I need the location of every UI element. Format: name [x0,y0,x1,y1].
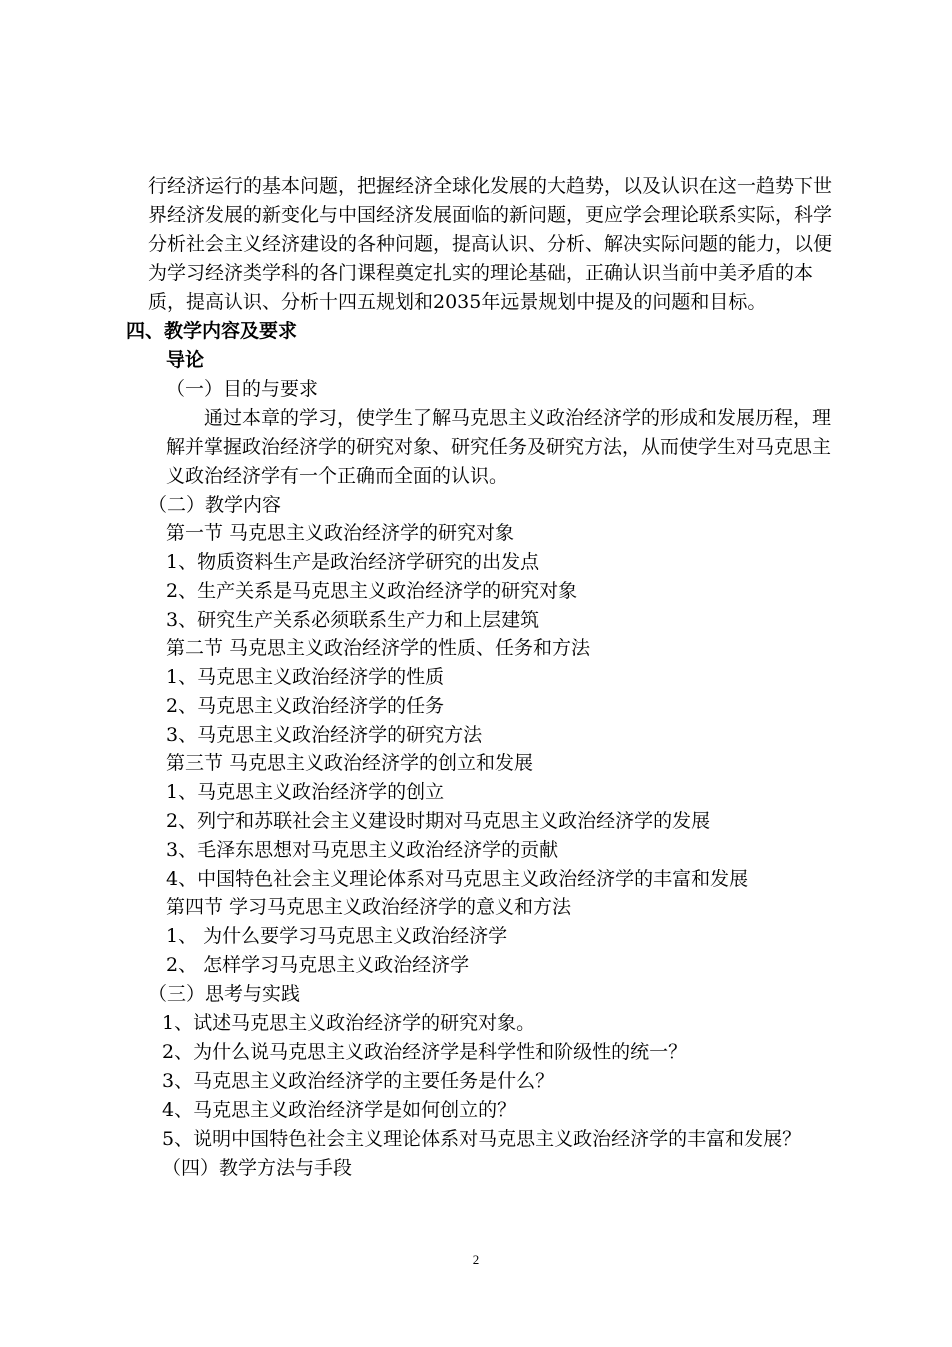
question-item: 1、试述马克思主义政治经济学的研究对象。 [162,1012,536,1034]
intro-line: 界经济发展的新变化与中国经济发展面临的新问题，更应学会理论联系实际，科学 [148,204,833,226]
question-item: 2、为什么说马克思主义政治经济学是科学性和阶级性的统一？ [162,1041,688,1063]
question-item: 3、马克思主义政治经济学的主要任务是什么？ [162,1070,555,1092]
section-title: 第二节 马克思主义政治经济学的性质、任务和方法 [166,637,591,659]
intro-line: 质，提高认识、分析十四五规划和2035年远景规划中提及的问题和目标。 [148,291,767,313]
section-heading: 四、教学内容及要求 [126,320,298,342]
page-number: 2 [472,1252,480,1267]
part1-paragraph-line: 义政治经济学有一个正确而全面的认识。 [166,465,509,487]
list-item: 3、毛泽东思想对马克思主义政治经济学的贡献 [166,839,559,861]
list-item: 1、 为什么要学习马克思主义政治经济学 [166,925,508,947]
part1-heading: （一）目的与要求 [166,378,319,400]
list-item: 2、列宁和苏联社会主义建设时期对马克思主义政治经济学的发展 [166,810,711,832]
section-title: 第四节 学习马克思主义政治经济学的意义和方法 [166,896,572,918]
intro-line: 行经济运行的基本问题，把握经济全球化发展的大趋势，以及认识在这一趋势下世 [148,175,833,197]
list-item: 2、生产关系是马克思主义政治经济学的研究对象 [166,580,578,602]
list-item: 1、物质资料生产是政治经济学研究的出发点 [166,551,540,573]
section-title: 第一节 马克思主义政治经济学的研究对象 [166,522,515,544]
question-item: 4、马克思主义政治经济学是如何创立的？ [162,1099,517,1121]
part2-heading: （二）教学内容 [148,494,282,516]
part1-paragraph-line: 解并掌握政治经济学的研究对象、研究任务及研究方法，从而使学生对马克思主 [166,436,832,458]
list-item: 3、研究生产关系必须联系生产力和上层建筑 [166,609,540,631]
list-item: 2、马克思主义政治经济学的任务 [166,695,445,717]
question-item: 5、说明中国特色社会主义理论体系对马克思主义政治经济学的丰富和发展？ [162,1128,802,1150]
intro-line: 分析社会主义经济建设的各种问题，提高认识、分析、解决实际问题的能力，以便 [148,233,833,255]
list-item: 1、马克思主义政治经济学的性质 [166,666,445,688]
chapter-title: 导论 [166,349,205,371]
list-item: 3、马克思主义政治经济学的研究方法 [166,724,483,746]
section-title: 第三节 马克思主义政治经济学的创立和发展 [166,752,534,774]
part4-heading: （四）教学方法与手段 [162,1157,353,1179]
list-item: 4、中国特色社会主义理论体系对马克思主义政治经济学的丰富和发展 [166,868,749,890]
part1-paragraph-line: 通过本章的学习，使学生了解马克思主义政治经济学的形成和发展历程，理 [204,407,832,429]
intro-line: 为学习经济类学科的各门课程奠定扎实的理论基础，正确认识当前中美矛盾的本 [148,262,814,284]
list-item: 1、马克思主义政治经济学的创立 [166,781,445,803]
list-item: 2、 怎样学习马克思主义政治经济学 [166,954,470,976]
part3-heading: （三）思考与实践 [148,983,301,1005]
